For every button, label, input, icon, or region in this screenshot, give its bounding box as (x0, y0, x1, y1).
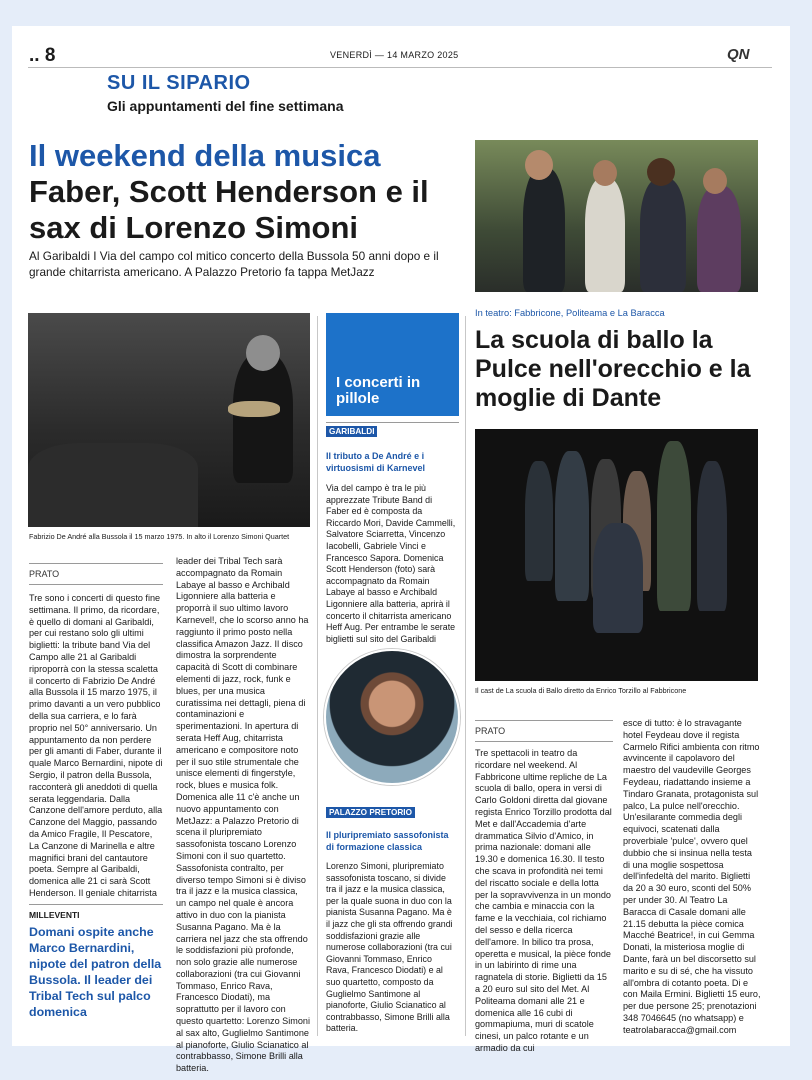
milleventi-rule (29, 904, 163, 905)
theatre-rule (475, 720, 613, 721)
theatre-rule (475, 741, 613, 742)
quartet-photo (475, 140, 758, 292)
article-lead: Al Garibaldi I Via del campo col mitico concerto della Bussola 50 anni dopo e il grande chitarrista americano. A Palazzo Pretorio fa tappa MetJazz (29, 249, 439, 279)
main-column-1: Tre sono i concerti di questo fine settimana. Il primo, da ricordare, è quello di domani al Garibaldi, per cui restano solo gli ultimi biglietti: la tribute band Via del Campo alle 21 al Garibaldi riproporrà con la stessa scaletta il concerto di Fabrizio De André alla Bussola il 15 marzo 1975, il primo davanti a un vero pubblico della sua carriera, e lo farà proprio nel 50° anniversario. Un appuntamento da non perdere per gli amanti di Faber, durante il quale Marco Bernardini, nipote di Sergio, il patron della Bussola, racconterà gli aneddoti di quella serata leggendaria. Dalla Canzone dell'amore perduto, alla Canzone del Maggio, passando da Amico Fragile, Il Pescatore, La Canzone di Marinella e altre magnifici brani del cantautore poeta. Sempre al Garibaldi, domenica alle 21 ci sarà Scott Henderson. Il geniale chitarrista (29, 593, 163, 898)
issue-date: VENERDÌ — 14 MARZO 2025 (330, 50, 459, 60)
column-rule (29, 563, 163, 564)
column-divider (465, 316, 466, 1036)
pills-tag-pretorio: PALAZZO PRETORIO (326, 807, 415, 818)
theatre-kicker: PRATO (475, 726, 506, 736)
milleventi-tag: MILLEVENTI (29, 910, 80, 920)
theatre-column-1: Tre spettacoli in teatro da ricordare nel weekend. Al Fabbricone ultime repliche de La scuola di ballo, opera in versi di Carlo Goldoni diretta dal giovane regista Enrico Torzillo prodotta dal Met e dall'Accademia d'arte drammatica Silvio d'Amico, in prima nazionale: domani alle 19.30 e domenica 16.30. Il testo che scava in profondità nei temi del riscatto sociale e della lotta per la sopravvivenza in un mondo che cambia e minaccia con la fame e la vecchiaia, col richiamo del sesso e della ricerca dell'amore. In bilico tra prosa, operetta e musical, la pièce fonde in un labirinto di rime una ragnatela di storie. Biglietti da 15 a 20 euro sul sito del Met. Al Politeama domani alle 21 e domenica alle 16 cubi di gommapiuma, muri di scatole cinesi, un palco rotante e un armadio da cui (475, 748, 612, 1053)
headline-main: Faber, Scott Henderson e il sax di Lorenzo Simoni (29, 174, 429, 245)
scuola-caption: Il cast de La scuola di Ballo diretto da Enrico Torzillo al Fabbricone (475, 686, 687, 695)
de-andre-bussola-photo (28, 313, 310, 527)
pills-tag-garibaldi: GARIBALDI (326, 426, 377, 437)
newspaper-page (12, 26, 790, 1074)
main-kicker: PRATO (29, 569, 60, 579)
pills-text-2: Lorenzo Simoni, pluripremiato sassofonista toscano, si divide tra il jazz e la musica classica, per la quale suona in duo con la pianista Susanna Pagano. Ma è il jazz che gli sta offrendo grandi soddisfazioni grazie alle numerose collaborazioni (tra cui Giovanni Tommaso, Enrico Rava, Francesco Diodati) e al suo quartetto, composto da Guglielmo Santimone al pianoforte, Giulio Scianatico al contrabbasso, Simone Brilli alla batteria. (326, 861, 453, 1034)
milleventi-title: Domani ospite anche Marco Bernardini, nipote del patron della Bussola. Il leader dei Tribal Tech sul palco domenica (29, 925, 162, 1019)
theatre-headline: La scuola di ballo la Pulce nell'orecchio e la moglie di Dante (475, 326, 751, 412)
pills-text-1: Via del campo è tra le più apprezzate Tribute Band di Faber ed è composta da Riccardo Mori, Davide Cammelli, Salvatore Sciarretta, Vincenzo Iacobelli, Gabriele Vinci e Francesco Sapora. Domenica Scott Henderson (foto) sarà accompagnato da Romain Labaye al basso e Archibald Ligonniere alla batteria, aprirà il concerto il chitarrista americano Heff Aug. Per entrambe le serate biglietti sul sito del Garibaldi (326, 483, 456, 644)
headline-blue: Il weekend della musica (29, 138, 381, 173)
pills-rule (326, 422, 459, 423)
section-subtitle: Gli appuntamenti del fine settimana (107, 98, 344, 114)
pills-title-2: Il pluripremiato sassofonista di formazione classica (326, 830, 449, 852)
scott-henderson-photo (324, 649, 460, 785)
bussola-caption: Fabrizio De André alla Bussola il 15 marzo 1975. In alto il Lorenzo Simoni Quartet (29, 532, 290, 541)
section-title: SU IL SIPARIO (107, 72, 251, 94)
theatre-column-2: esce di tutto: è lo stravagante hotel Feydeau dove il regista Carmelo Rifici ambienta con ritmo avvincente il capolavoro del maestro del vaudeville Georges Feydeau, riadattando insieme a Tindaro Granata, protagonista sul palco, La pulce nell'orecchio. Un'esilarante commedia degli equivoci, scatenati dalla proverbiale 'pulce', ovvero quel dubbio che si insinua nella testa di una moglie sospettosa dell'infedeltà del marito. Biglietti da 20 a 30 euro, sconti del 50% per under 30. Al Teatro La Baracca di Casale domani alle 21.15 debutta la pièce comica Macché Beatrice!, in cui Gemma Donati, la misteriosa moglie di Dante, farà un bel discorsetto sul marito e su di sé, che ha vissuto all'ombra di cotanto poeta. Di e con Maila Ermini. Biglietti 15 euro, per due persone 25; prenotazioni 348 7046645 (no whatsapp) e teatrolabaracca@gmail.com (623, 718, 761, 1035)
pills-box-title: I concerti in pillole (336, 374, 421, 407)
pills-title-1: Il tributo a De André e i virtuosismi di Karnevel (326, 451, 426, 473)
theatre-intro: In teatro: Fabbricone, Politeama e La Baracca (475, 308, 665, 318)
main-column-2: leader dei Tribal Tech sarà accompagnato da Romain Labaye al basso e Archibald Ligonniere alla batteria e proporrà il suo ultimo lavoro Karnevel!, che lo scorso anno ha raggiunto il primo posto nella classifica Amazon Jazz. Il disco dimostra la sorprendente capacità di Scott di combinare elementi di jazz, rock, funk e blues, per una musica curatissima nei dettagli, piena di contaminazioni e sperimentazioni. In apertura di serata Heff Aug, chitarrista americano e compositore noto per il suo stile strumentale che unisce elementi di fingerstyle, rock, blues e musica folk. Domenica alle 11 c'è anche un nuovo appuntamento con MetJazz: a Palazzo Pretorio di scena il pluripremiato sassofonista toscano Lorenzo Simoni con il suo quartetto. Sassofonista contralto, per diverso tempo Simoni si è diviso tra il jazz e la musica classica, un campo nel quale è ancora attivo in duo con la pianista Susanna Pagano. Ma è la carriera nel jazz che sta offrendo le soddisfazioni più profonde, non solo grazie alle numerose collaborazioni (tra cui Giovanni Tommaso, Enrico Rava, Francesco Diodati), ma soprattutto per il lavoro con questo quartetto: Lorenzo Simoni al sax alto, Guglielmo Santimone al pianoforte, Giulio Scianatico al contrabbasso, Simone Brilli alla batteria. (176, 556, 310, 1074)
masthead-logo: QN (727, 46, 750, 63)
page-number: .. 8 (29, 45, 56, 66)
column-divider (317, 316, 318, 1036)
scuola-di-ballo-photo (475, 429, 758, 681)
header-rule (28, 67, 772, 68)
column-rule (29, 584, 163, 585)
